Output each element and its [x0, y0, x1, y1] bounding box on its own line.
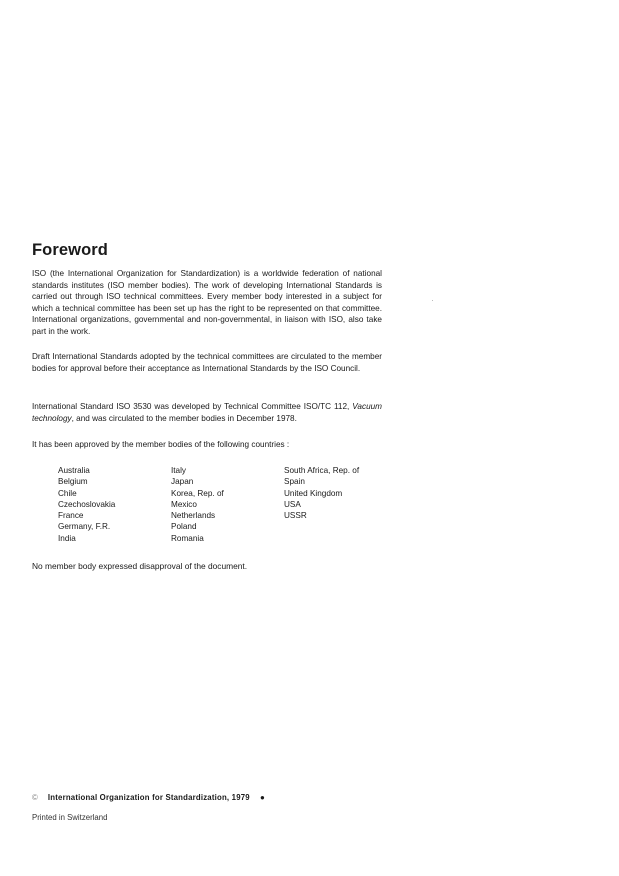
country-column-1	[58, 465, 115, 544]
country-item: Australia	[58, 466, 90, 475]
country-item: Mexico	[171, 499, 197, 509]
country-item: USSR	[284, 511, 307, 521]
country-item: Netherlands	[171, 511, 216, 521]
countries-intro	[32, 439, 382, 451]
country-item: India	[58, 533, 76, 543]
approval-paragraph	[32, 351, 382, 374]
development-paragraph	[32, 401, 382, 424]
page-title: Foreword	[32, 241, 108, 259]
paragraph-text: It has been approved by the member bodies of the following countries :	[32, 440, 290, 449]
country-item: United Kingdom	[284, 488, 343, 498]
country-item: Poland	[171, 522, 197, 532]
paragraph-text: Draft International Standards adopted by the technical committees are circulated to the member bodies for approval before their acceptance as International Standards by the ISO Council.	[32, 352, 382, 373]
country-item: Korea, Rep. of	[171, 488, 224, 498]
country-item: USA	[284, 499, 301, 509]
country-item: Spain	[284, 477, 305, 487]
paragraph-text-part: , and was circulated to the member bodies in December 1978.	[71, 413, 297, 423]
scan-speck	[432, 300, 433, 301]
country-item: Germany, F.R.	[58, 522, 111, 532]
paragraph-text-part: International Standard ISO 3530 was developed by Technical Committee ISO/TC 112,	[32, 402, 353, 411]
country-item: Japan	[171, 477, 194, 487]
bullet-icon: ●	[259, 793, 265, 802]
country-item: France	[58, 511, 84, 521]
paragraph-text: ISO (the International Organization for Standardization) is a worldwide federation of national standards institutes (ISO member bodies). The work of developing International Standards is carried out through ISO technical committees. Every member body interested in a subject for which a technical committee has been set up has the right to be represented on that committee. International organizations, governmental and non-governmental, in liaison with ISO, also take part in the work.	[32, 269, 382, 336]
copyright-line	[32, 793, 265, 802]
country-item: Chile	[58, 488, 77, 498]
country-item: South Africa, Rep. of	[284, 466, 360, 475]
copyright-icon: ©	[32, 793, 38, 802]
copyright-text: International Organization for Standardization, 1979	[47, 793, 250, 802]
country-item: Italy	[171, 466, 187, 475]
country-item: Romania	[171, 533, 204, 543]
country-column-2	[171, 465, 224, 544]
printed-notice: Printed in Switzerland	[32, 813, 108, 822]
committee-title: Vacuum technology	[32, 402, 382, 423]
paragraph-text	[32, 401, 382, 424]
closing-statement: No member body expressed disapproval of the document.	[32, 561, 248, 571]
intro-paragraph	[32, 268, 382, 338]
country-item: Czechoslovakia	[58, 499, 116, 509]
country-column-3	[284, 465, 359, 521]
country-item: Belgium	[58, 477, 88, 487]
